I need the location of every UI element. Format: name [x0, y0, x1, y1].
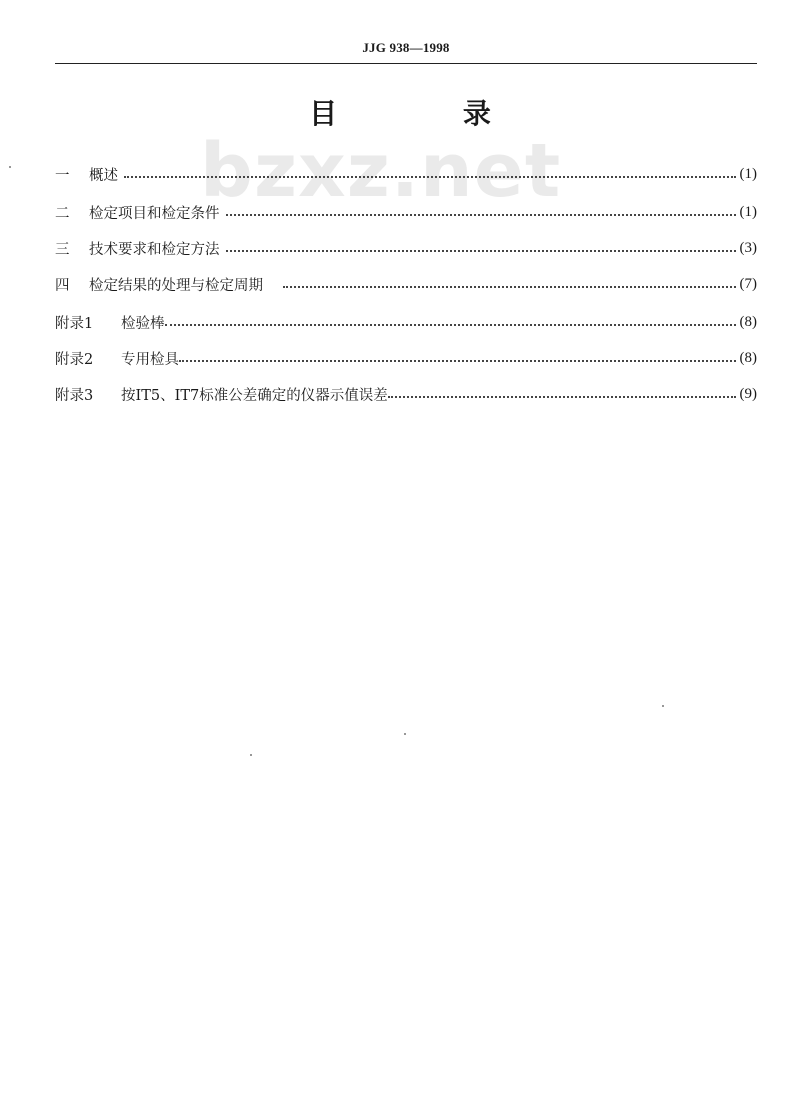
- toc-entry-title: 检定项目和检定条件: [89, 205, 220, 222]
- scan-speck: [9, 166, 11, 168]
- toc-entry-title: 按IT5、IT7标准公差确定的仪器示值误差: [121, 387, 388, 404]
- toc-leader-dots: [226, 214, 736, 216]
- toc-entry-number: 四: [55, 277, 70, 294]
- scan-speck: [250, 754, 252, 756]
- toc-entry-page: (7): [739, 275, 757, 292]
- toc-entry-number: 附录3: [55, 387, 94, 404]
- toc-entry-number: 三: [55, 241, 70, 258]
- toc-entry[interactable]: [55, 308, 757, 336]
- toc-entry[interactable]: [55, 198, 757, 226]
- toc-leader-dots: [165, 324, 736, 326]
- toc-entry[interactable]: [55, 380, 757, 408]
- scan-speck: [404, 733, 406, 735]
- watermark: bzxz.net: [200, 128, 562, 214]
- page-header: [55, 38, 757, 64]
- page-title: 目 录: [309, 97, 549, 130]
- toc-entry-page: (3): [739, 239, 757, 256]
- toc-entry-page: (1): [739, 203, 757, 220]
- toc-entry-page: (1): [739, 165, 757, 182]
- toc-leader-dots: [124, 176, 736, 178]
- toc-entry-title: 概述: [89, 167, 118, 184]
- toc-entry-page: (8): [739, 349, 757, 366]
- toc-entry-number: 附录1: [55, 315, 94, 332]
- toc-entry-title: 专用检具: [121, 351, 179, 368]
- toc-entry-page: (8): [739, 313, 757, 330]
- toc-entry[interactable]: [55, 270, 757, 298]
- scan-speck: [662, 705, 664, 707]
- standard-code: JJG 938—1998: [362, 40, 450, 55]
- toc-entry[interactable]: [55, 234, 757, 262]
- toc-entry-number: 附录2: [55, 351, 94, 368]
- toc-entry-title: 技术要求和检定方法: [89, 241, 220, 258]
- toc-entry-title: 检验棒: [121, 315, 165, 332]
- toc-entry-number: 二: [55, 205, 70, 222]
- toc-entry[interactable]: [55, 344, 757, 372]
- toc-entry[interactable]: [55, 160, 757, 188]
- toc-entry-number: 一: [55, 167, 70, 184]
- toc-leader-dots: [226, 250, 736, 252]
- toc-entry-page: (9): [739, 385, 757, 402]
- toc-leader-dots: [179, 360, 736, 362]
- toc-leader-dots: [388, 396, 736, 398]
- header-rule: [55, 63, 757, 64]
- toc-leader-dots: [283, 286, 736, 288]
- toc-entry-title: 检定结果的处理与检定周期: [89, 277, 263, 294]
